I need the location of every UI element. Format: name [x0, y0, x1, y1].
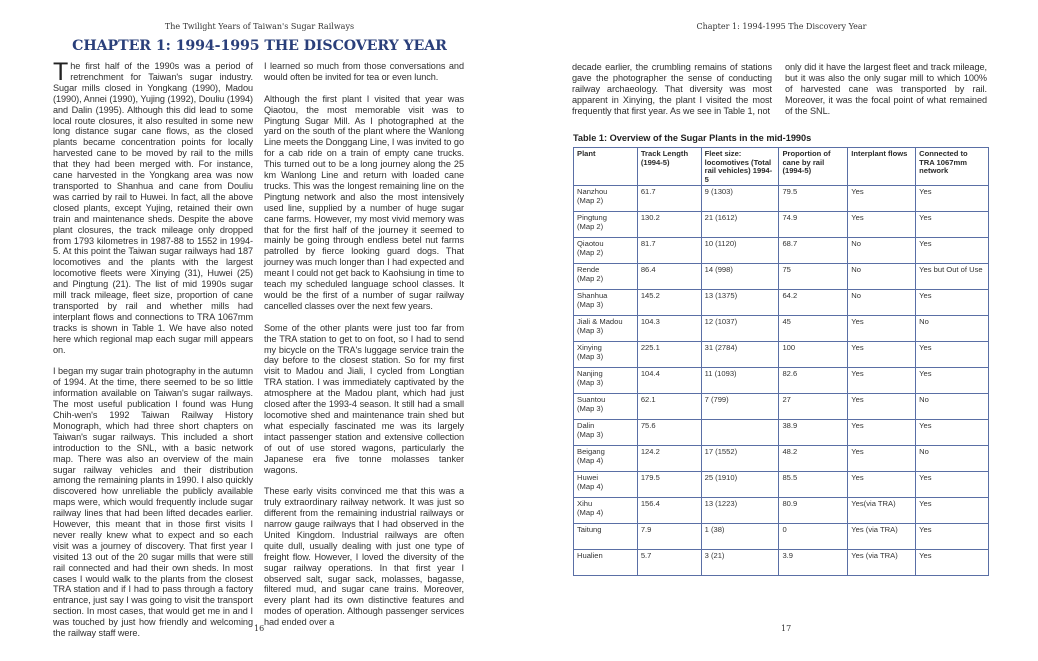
cell-proportion: 85.5 — [779, 472, 848, 498]
cell-track-length: 61.7 — [637, 186, 701, 212]
cell-fleet-size: 25 (1910) — [701, 472, 779, 498]
running-head-left: The Twilight Years of Taiwan's Sugar Railways — [164, 22, 355, 31]
left-column-1 — [53, 58, 253, 639]
plant-name: Suantou — [577, 395, 606, 404]
cell-connected: No — [916, 394, 989, 420]
cell-proportion: 79.5 — [779, 186, 848, 212]
cell-proportion: 3.9 — [779, 550, 848, 576]
cell-proportion: 0 — [779, 524, 848, 550]
cell-proportion: 80.9 — [779, 498, 848, 524]
plant-map-ref: (Map 3) — [577, 429, 604, 439]
plant-map-ref: (Map 3) — [577, 377, 604, 387]
cell-interplant: Yes — [848, 368, 916, 394]
cell-connected: Yes — [916, 238, 989, 264]
cell-track-length: 5.7 — [637, 550, 701, 576]
cell-proportion: 100 — [779, 342, 848, 368]
cell-track-length: 130.2 — [637, 212, 701, 238]
cell-fleet-size: 13 (1223) — [701, 498, 779, 524]
cell-connected: Yes — [916, 368, 989, 394]
cell-connected: Yes — [916, 290, 989, 316]
plant-name: Dalin — [577, 421, 595, 430]
paragraph-text: he first half of the 1990s was a period of retrenchment for Taiwan's sugar industry. Sugar mills closed in Yongkang (1990), Madou (1990), Annei (1990), Yujing (1992), Douliu (1994) and Dalin (1995). Although this did lead to some local route closures, it also resulted in some new long distance sugar cane flows, as the closed plants became concentration points for locally harvested cane to be moved by rail to the mills that they had been merged with. For instance, cane harvested in the Yongkang area was now transported to Shanhua and cane from Douliu was carried by rail to Huwei. In fact, all the above closed plants, except Yujing, retained their own train and maintenance sheds. Despite the above plant closures, the track mileage only dropped from 1793 kilometres in 1987-88 to 1552 in 1994-5. At this point the Taiwan sugar railways had 187 locomotives and the plants with the largest locomotive fleets were Xinying (31), Huwei (25) and Pingtung (21). The list of mid 1990s sugar mill track mileage, fleet size, proportion of cane transported by rail and whether mills had interplant flows and connections to TRA 1067mm tracks is shown in Table 1. We have also noted here which regional map each sugar mill appears on. — [53, 61, 253, 355]
paragraph: decade earlier, the crumbling remains of stations gave the photographer the sense of conducting railway archaeology. That diversity was most apparent in Xinying, the plant I visited the most frequently that first year. As we see in Table 1, not — [572, 62, 772, 116]
cell-fleet-size — [701, 420, 779, 446]
plant-map-ref: (Map 2) — [577, 195, 604, 205]
header-plant: Plant — [574, 148, 638, 186]
paragraph: Some of the other plants were just too far from the TRA station to get to on foot, so I had to send my bicycle on the TRA's luggage service train the day before to the closest station. So for my first visit to Madou and Jiali, I cycled from Longtian TRA station. I was immediately captivated by the atmosphere at the Madou plant, which had just closed after the 1993-4 season. It still had a small locomotive shed and maintenance train shed but what especially fascinated me was its largely intact passenger station and extensive collection of out of use stored wagons, particularly the Japanese era five tonne molasses tanker wagons. — [264, 322, 464, 475]
chapter-title: CHAPTER 1: 1994-1995 THE DISCOVERY YEAR — [72, 38, 447, 54]
cell-track-length: 62.1 — [637, 394, 701, 420]
cell-connected: Yes — [916, 524, 989, 550]
running-head-right: Chapter 1: 1994-1995 The Discovery Year — [696, 22, 867, 31]
cell-plant — [574, 420, 638, 446]
plant-name: Nanzhou — [577, 187, 608, 196]
paragraph: Although the first plant I visited that year was Qiaotou, the most memorable visit was to Pingtung Sugar Mill. As I photographed at the yard on the south of the plant where the Wanlong Line meets the Donggang Line, I was invited to go for a cab ride on a train of empty cane trucks. This turned out to be a long journey along the 25 km Wanlong Line and return with loaded cane trucks. This was the longest remaining line on the Pingtung network and also the most intensively used line, supplied by a number of huge sugar cane farms. However, my most vivid memory was that for the first half of the journey it seemed to mainly be going through endless betel nut farms patrolled by fierce looking guard dogs. That journey was much longer than I had expected and meant I could not get back to Kaohsiung in time to teach my scheduled language school classes. It would be the first of a number of sugar railway cancelled classes over the next few years. — [264, 93, 464, 311]
cell-track-length: 124.2 — [637, 446, 701, 472]
cell-connected: Yes — [916, 342, 989, 368]
cell-track-length: 81.7 — [637, 238, 701, 264]
plant-name: Taitung — [577, 525, 602, 534]
cell-interplant: Yes(via TRA) — [848, 498, 916, 524]
cell-plant — [574, 498, 638, 524]
cell-track-length: 156.4 — [637, 498, 701, 524]
plant-map-ref: (Map 4) — [577, 455, 604, 465]
cell-fleet-size: 14 (998) — [701, 264, 779, 290]
cell-plant — [574, 212, 638, 238]
paragraph: only did it have the largest fleet and track mileage, but it was also the only sugar mill to which 100% of harvested cane was transported by rail. Moreover, it was the focal point of what remained of the SNL. — [785, 62, 987, 116]
cell-connected: Yes — [916, 212, 989, 238]
cell-proportion: 38.9 — [779, 420, 848, 446]
cell-interplant: Yes — [848, 472, 916, 498]
cell-track-length: 7.9 — [637, 524, 701, 550]
cell-connected: Yes but Out of Use — [916, 264, 989, 290]
cell-interplant: Yes — [848, 446, 916, 472]
table-row — [574, 342, 989, 368]
paragraph: These early visits convinced me that this was a truly extraordinary railway network. It was just so different from the remaining industrial railways or narrow gauge railways that I had observed in the United Kingdom. Industrial railways are often quite dull, usually dealing with just one type of freight flow. However, I loved the diversity of the sugar railway operations. In that first year I observed salt, sugar sack, molasses, bagasse, filtered mud, and sugar cane trains. Moreover, every plant had its own distinctive features and modes of operation. Although passenger services had ended over a — [264, 486, 464, 628]
cell-fleet-size: 12 (1037) — [701, 316, 779, 342]
table-row — [574, 368, 989, 394]
cell-track-length: 86.4 — [637, 264, 701, 290]
cell-connected: Yes — [916, 498, 989, 524]
cell-track-length: 75.6 — [637, 420, 701, 446]
cell-plant — [574, 394, 638, 420]
cell-plant — [574, 342, 638, 368]
cell-plant — [574, 368, 638, 394]
table-row — [574, 238, 989, 264]
cell-fleet-size: 11 (1093) — [701, 368, 779, 394]
cell-plant — [574, 186, 638, 212]
paragraph: I began my sugar train photography in the autumn of 1994. At the time, there seemed to be so little information available on Taiwan's sugar railways. The most useful publication I found was Hung Chih-wen's 1992 Taiwan Railway History Monograph, which had three short chapters on Taiwan's sugar railways. This included a short introduction to the SNL, with a basic network map. There was also an overview of the main sugar railway vehicles and their distribution among the remaining plants in 1990. I also quickly discovered how unreliable the publicly available maps were, which would frequently include sugar railway lines that had been lifted decades earlier. However, this meant that in those first visits I never really knew what to expect and so each visit was a journey of discovery. That first year I visited 13 out of the 20 sugar mills that were still rail connected and had their own sheds. In most cases I would walk to the plants from the closest TRA station and if I had to pass through a factory entrance, just say I was going to visit the transport section. In most cases, that would get me in and I was touched by just how friendly and welcoming the railway staff were. — [53, 366, 253, 639]
table-caption: Table 1: Overview of the Sugar Plants in the mid-1990s — [573, 133, 812, 143]
header-track-length: Track Length (1994-5) — [637, 148, 701, 186]
right-column-2 — [785, 62, 987, 117]
plant-name: Rende — [577, 265, 600, 274]
table-row — [574, 550, 989, 576]
cell-proportion: 64.2 — [779, 290, 848, 316]
cell-track-length: 104.4 — [637, 368, 701, 394]
cell-interplant: No — [848, 290, 916, 316]
cell-track-length: 104.3 — [637, 316, 701, 342]
cell-plant — [574, 550, 638, 576]
cell-interplant: Yes — [848, 212, 916, 238]
header-interplant: Interplant flows — [848, 148, 916, 186]
cell-proportion: 74.9 — [779, 212, 848, 238]
cell-proportion: 82.6 — [779, 368, 848, 394]
cell-fleet-size: 21 (1612) — [701, 212, 779, 238]
table-row — [574, 264, 989, 290]
cell-connected: Yes — [916, 550, 989, 576]
cell-interplant: No — [848, 238, 916, 264]
cell-connected: Yes — [916, 186, 989, 212]
plant-name: Nanjing — [577, 369, 603, 378]
cell-interplant: Yes — [848, 394, 916, 420]
table-row — [574, 498, 989, 524]
table-row — [574, 472, 989, 498]
left-column-2 — [264, 61, 464, 628]
plant-name: Hualien — [577, 551, 603, 560]
cell-interplant: Yes — [848, 420, 916, 446]
page-number-right: 17 — [781, 624, 792, 633]
plant-map-ref: (Map 3) — [577, 299, 604, 309]
table-row — [574, 316, 989, 342]
cell-proportion: 45 — [779, 316, 848, 342]
header-proportion: Proportion of cane by rail (1994-5) — [779, 148, 848, 186]
cell-connected: No — [916, 446, 989, 472]
plant-map-ref: (Map 4) — [577, 481, 604, 491]
table-row — [574, 186, 989, 212]
cell-fleet-size: 7 (799) — [701, 394, 779, 420]
plant-name: Pingtung — [577, 213, 607, 222]
right-column-1 — [572, 62, 772, 117]
table-body — [574, 186, 989, 576]
cell-plant — [574, 316, 638, 342]
sugar-plants-table — [573, 147, 989, 576]
cell-track-length: 179.5 — [637, 472, 701, 498]
cell-plant — [574, 264, 638, 290]
cell-proportion: 48.2 — [779, 446, 848, 472]
paragraph — [53, 58, 253, 355]
plant-name: Huwei — [577, 473, 599, 482]
header-fleet-size: Fleet size: locomotives (Total rail vehicles) 1994-5 — [701, 148, 779, 186]
table-row — [574, 420, 989, 446]
plant-map-ref: (Map 2) — [577, 221, 604, 231]
cell-fleet-size: 17 (1552) — [701, 446, 779, 472]
cell-fleet-size: 9 (1303) — [701, 186, 779, 212]
cell-fleet-size: 3 (21) — [701, 550, 779, 576]
plant-name: Beigang — [577, 447, 605, 456]
table-header-row — [574, 148, 989, 186]
cell-connected: Yes — [916, 472, 989, 498]
cell-track-length: 225.1 — [637, 342, 701, 368]
cell-interplant: No — [848, 264, 916, 290]
cell-proportion: 75 — [779, 264, 848, 290]
cell-plant — [574, 238, 638, 264]
cell-connected: No — [916, 316, 989, 342]
cell-proportion: 68.7 — [779, 238, 848, 264]
table-row — [574, 290, 989, 316]
plant-name: Xihu — [577, 499, 593, 508]
cell-interplant: Yes — [848, 342, 916, 368]
table-row — [574, 524, 989, 550]
cell-interplant: Yes — [848, 186, 916, 212]
table-row — [574, 394, 989, 420]
cell-plant — [574, 524, 638, 550]
page-number-left: 16 — [254, 624, 265, 633]
cell-fleet-size: 31 (2784) — [701, 342, 779, 368]
plant-name: Shanhua — [577, 291, 608, 300]
plant-name: Xinying — [577, 343, 602, 352]
plant-name: Qiaotou — [577, 239, 604, 248]
plant-map-ref: (Map 4) — [577, 507, 604, 517]
plant-map-ref: (Map 3) — [577, 351, 604, 361]
plant-map-ref: (Map 3) — [577, 325, 604, 335]
header-connected: Connected to TRA 1067mm network — [916, 148, 989, 186]
cell-proportion: 27 — [779, 394, 848, 420]
cell-fleet-size: 13 (1375) — [701, 290, 779, 316]
cell-plant — [574, 472, 638, 498]
plant-map-ref: (Map 3) — [577, 403, 604, 413]
plant-map-ref: (Map 2) — [577, 273, 604, 283]
cell-fleet-size: 1 (38) — [701, 524, 779, 550]
cell-plant — [574, 446, 638, 472]
plant-name: Jiali & Madou — [577, 317, 623, 326]
table-row — [574, 212, 989, 238]
cell-fleet-size: 10 (1120) — [701, 238, 779, 264]
cell-track-length: 145.2 — [637, 290, 701, 316]
cell-interplant: Yes — [848, 316, 916, 342]
table-row — [574, 446, 989, 472]
cell-connected: Yes — [916, 420, 989, 446]
paragraph: I learned so much from those conversations and would often be invited for tea or even lunch. — [264, 61, 464, 82]
plant-map-ref: (Map 2) — [577, 247, 604, 257]
cell-plant — [574, 290, 638, 316]
cell-interplant: Yes (via TRA) — [848, 524, 916, 550]
cell-interplant: Yes (via TRA) — [848, 550, 916, 576]
drop-cap: T — [53, 58, 69, 86]
